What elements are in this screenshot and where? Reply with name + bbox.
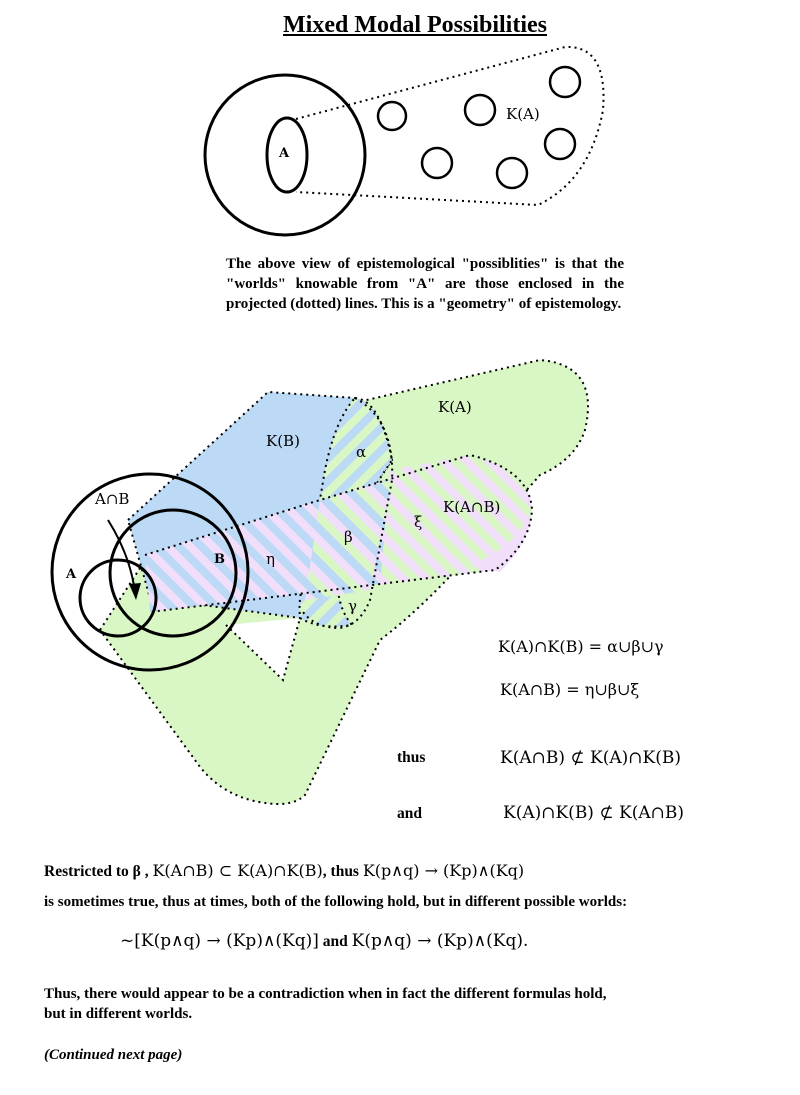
projection-cone	[296, 47, 604, 205]
top-diagram	[205, 47, 604, 235]
label-kab: K(A∩B)	[443, 498, 501, 516]
label-xi: ξ	[414, 513, 423, 531]
sometimes-true-line: is sometimes true, thus at times, both of the following hold, but in different possible worlds:	[44, 894, 628, 910]
and-label: and	[397, 805, 422, 822]
world-circle	[422, 148, 452, 178]
world-circle	[497, 158, 527, 188]
label-beta: β	[344, 528, 353, 546]
equation-not-subset-1: K(A∩B) ⊄ K(A)∩K(B)	[500, 748, 681, 768]
label-b: B	[214, 552, 225, 567]
equation-kab: K(A∩B) = η∪β∪ξ	[500, 680, 640, 699]
label-gamma: γ	[348, 597, 357, 615]
conclusion-line-1: Thus, there would appear to be a contradiction when in fact the different formulas hold,	[44, 986, 607, 1002]
label-a: A	[66, 567, 77, 582]
formula-and: and	[322, 933, 348, 950]
thus-label: thus	[397, 749, 426, 766]
projection-label: K(A)	[506, 105, 540, 123]
label-ka: K(A)	[438, 398, 472, 416]
restricted-line	[44, 861, 524, 881]
plain-formula: K(p∧q) → (Kp)∧(Kq).	[351, 931, 529, 951]
formula-line	[120, 931, 528, 951]
world-circle	[545, 129, 575, 159]
set-a-label: A	[279, 146, 290, 161]
venn-diagram	[52, 360, 588, 804]
label-alpha: α	[356, 443, 367, 461]
equation-ka-kb: K(A)∩K(B) = α∪β∪γ	[498, 637, 664, 656]
world-circle	[378, 102, 406, 130]
restricted-math: K(A∩B) ⊂ K(A)∩K(B)	[152, 861, 323, 880]
label-intersection: A∩B	[95, 490, 130, 508]
implication-formula: K(p∧q) → (Kp)∧(Kq)	[362, 861, 525, 880]
page-title: Mixed Modal Possibilities	[283, 12, 547, 38]
continued-note: (Continued next page)	[44, 1047, 183, 1063]
label-eta: η	[266, 550, 275, 568]
restricted-thus: , thus	[322, 863, 359, 880]
intro-paragraph: The above view of epistemological "possiblities" is that the "worlds" knowable from "A" are those enclosed in the projected (dotted) lines. This is a "geometry" of epistemology.	[226, 256, 624, 312]
world-circle	[465, 95, 495, 125]
world-circle	[550, 67, 580, 97]
label-kb: K(B)	[266, 432, 300, 450]
restricted-prefix: Restricted to β ,	[44, 863, 149, 880]
conclusion-line-2: but in different worlds.	[44, 1006, 193, 1022]
equation-not-subset-2: K(A)∩K(B) ⊄ K(A∩B)	[503, 803, 684, 823]
negated-formula: ~[K(p∧q) → (Kp)∧(Kq)]	[120, 931, 319, 951]
